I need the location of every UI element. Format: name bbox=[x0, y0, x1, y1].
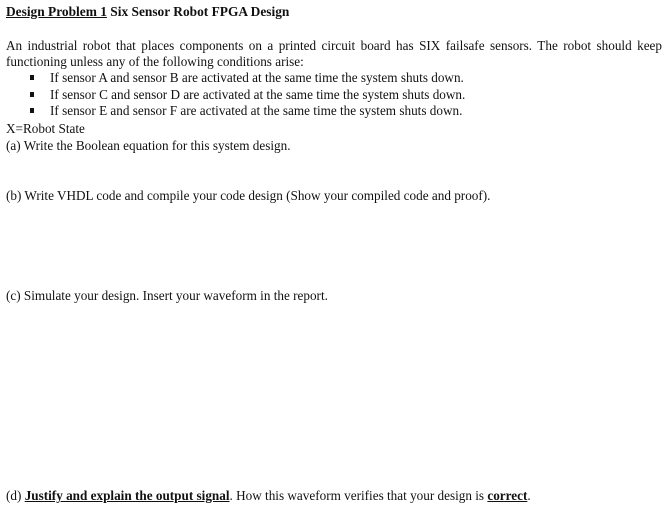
bullet-icon bbox=[30, 108, 34, 113]
bullet-icon bbox=[30, 92, 34, 97]
problem-number: Design Problem 1 bbox=[6, 4, 107, 19]
bullet-icon bbox=[30, 75, 34, 80]
condition-text: If sensor A and sensor B are activated at the same time the system shuts down. bbox=[50, 70, 464, 85]
condition-item bbox=[28, 103, 465, 120]
condition-text: If sensor C and sensor D are activated at the same time the system shuts down. bbox=[50, 86, 466, 102]
condition-text: If sensor E and sensor F are activated at the same time the system shuts down. bbox=[50, 103, 463, 118]
question-b: (b) Write VHDL code and compile your code design (Show your compiled code and proof). bbox=[6, 188, 491, 203]
question-c: (c) Simulate your design. Insert your waveform in the report. bbox=[6, 288, 328, 303]
question-d-label: (d) bbox=[6, 488, 22, 503]
conditions-list bbox=[28, 70, 465, 120]
question-d-correct: correct bbox=[487, 488, 528, 503]
page-title bbox=[6, 4, 289, 20]
variable-definition: X=Robot State bbox=[6, 121, 85, 136]
question-d bbox=[6, 488, 531, 504]
problem-title: Six Sensor Robot FPGA Design bbox=[110, 4, 290, 19]
problem-intro: An industrial robot that places components on a printed circuit board has SIX failsafe sensors. The robot should keep functioning unless any of the following conditions arise: bbox=[6, 38, 662, 69]
condition-item bbox=[28, 87, 465, 104]
question-d-text: . How this waveform verifies that your design is bbox=[229, 488, 485, 503]
question-a: (a) Write the Boolean equation for this system design. bbox=[6, 138, 291, 153]
question-d-end: . bbox=[527, 488, 531, 503]
question-d-emphasis: Justify and explain the output signal bbox=[24, 488, 230, 503]
condition-item bbox=[28, 70, 465, 87]
